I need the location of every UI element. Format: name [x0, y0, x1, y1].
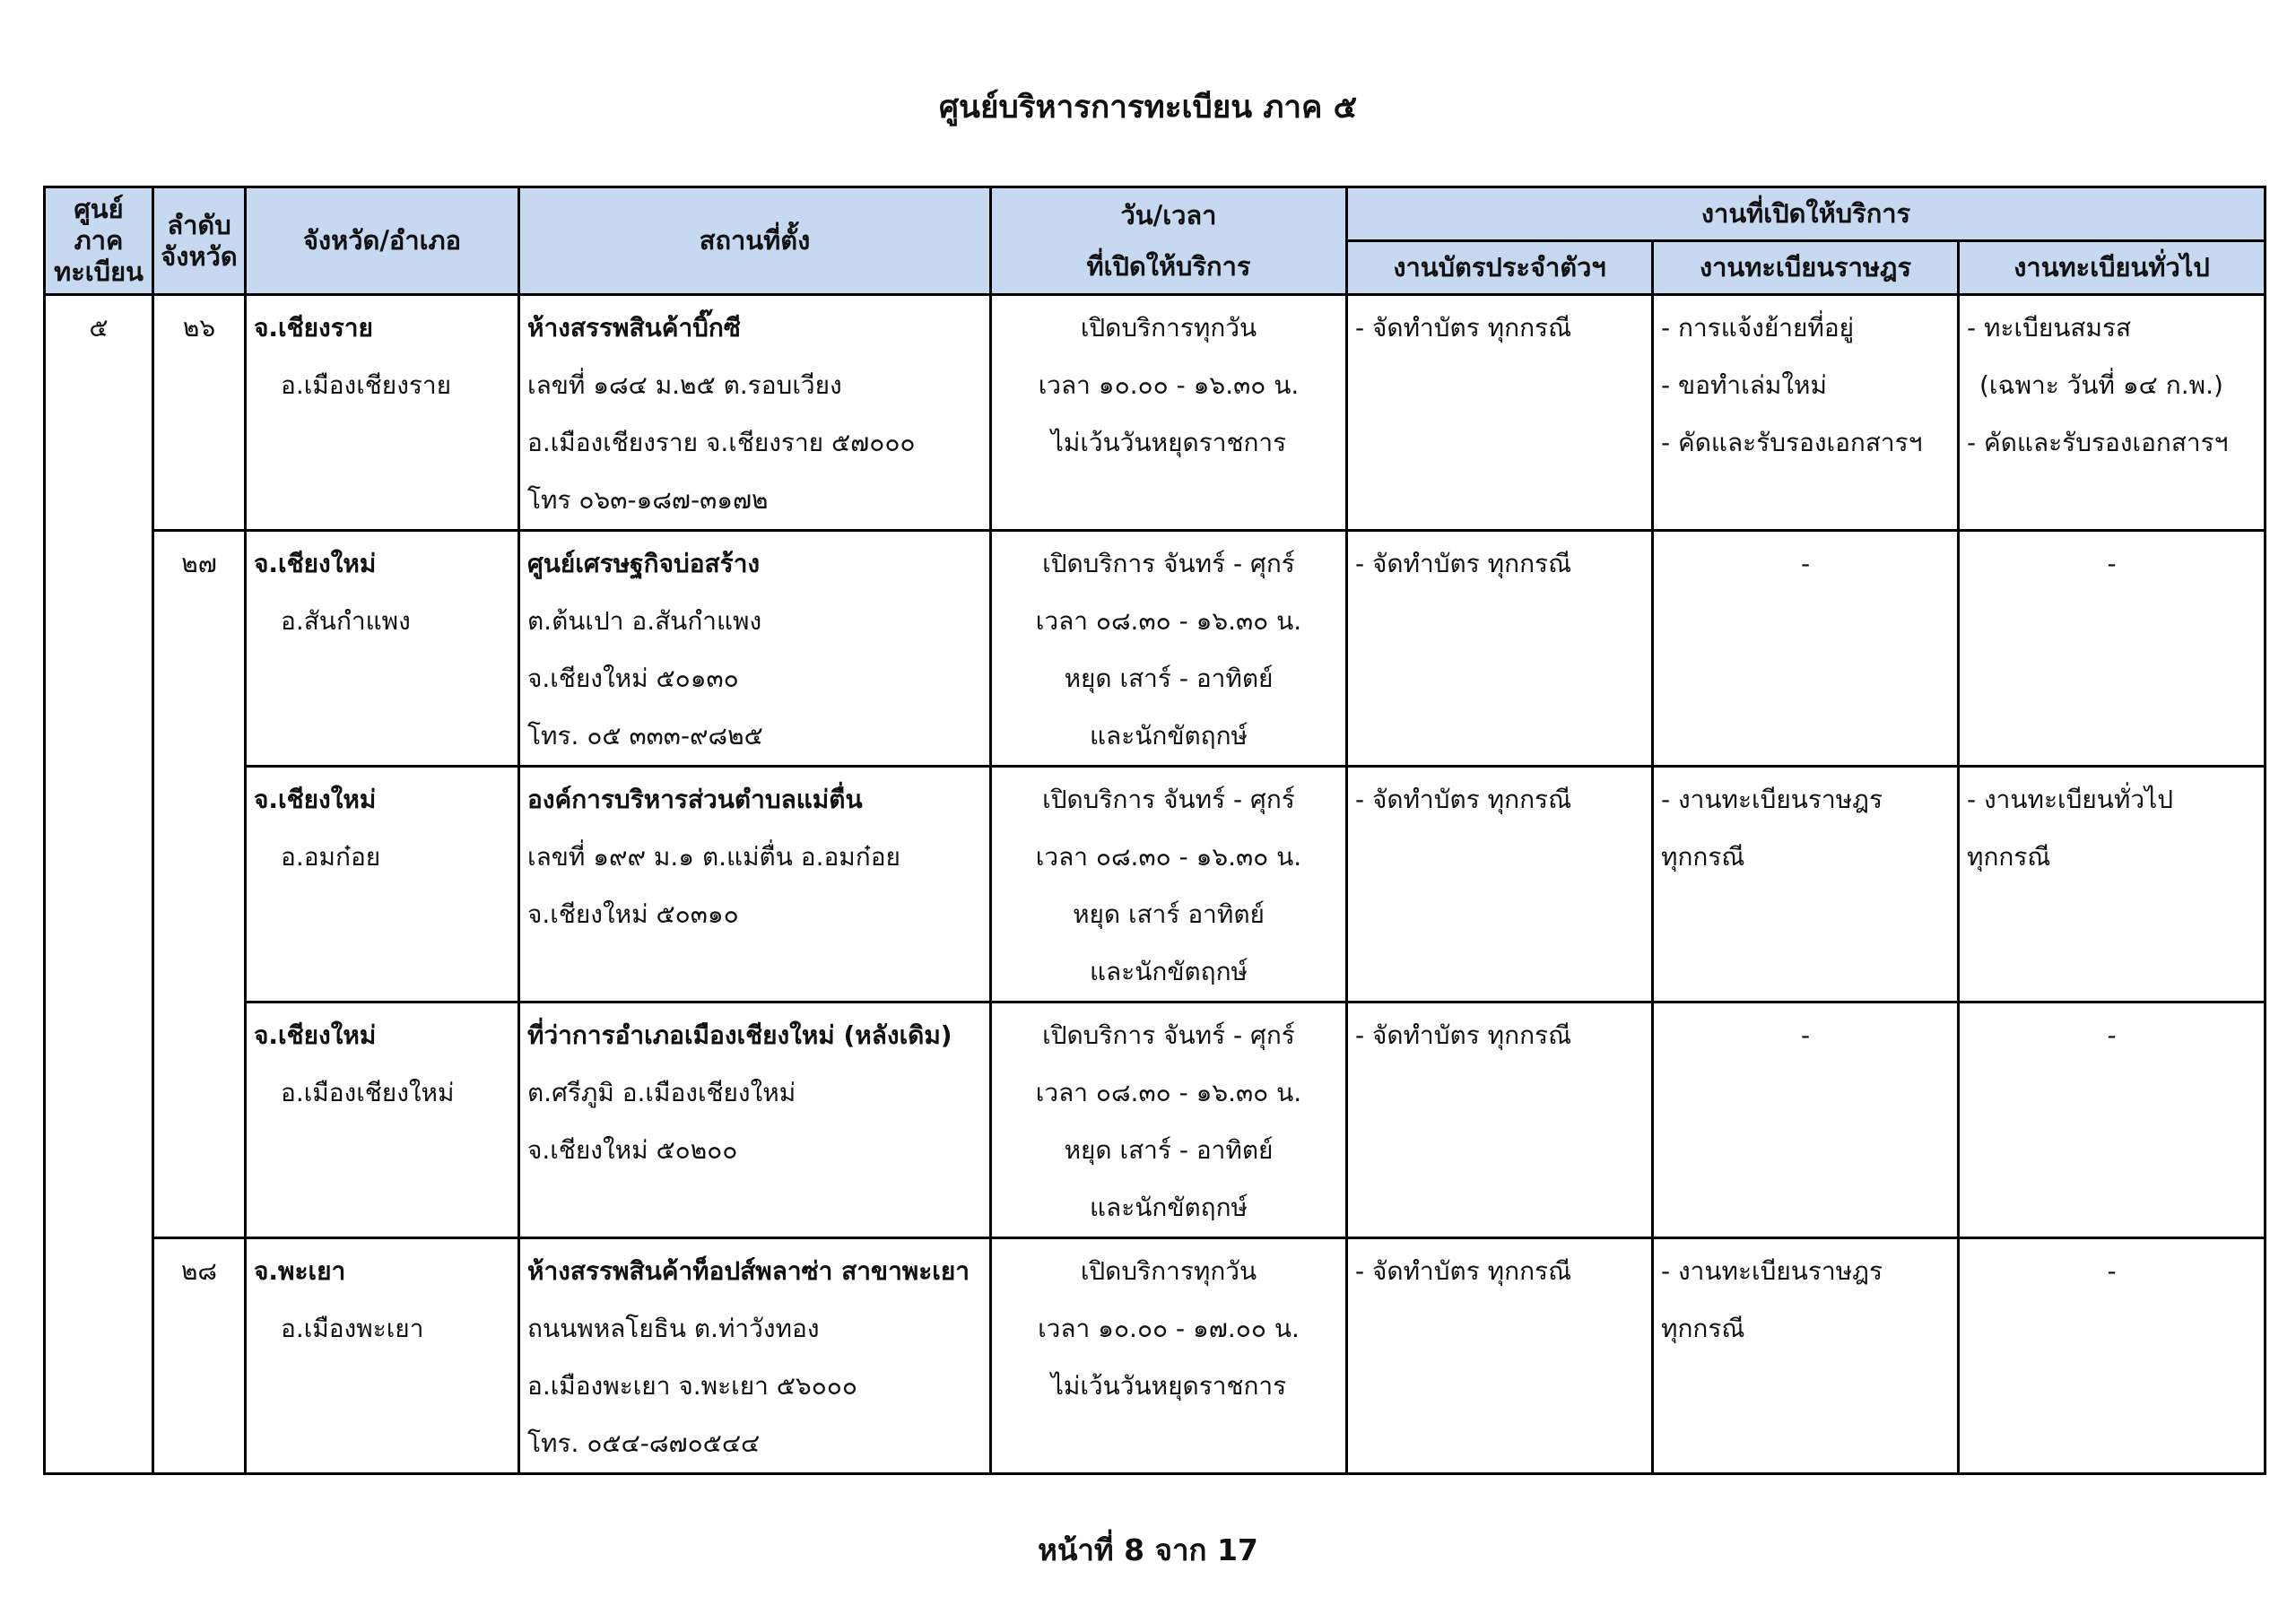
province-cell: จ.เชียงใหม่ อ.สันกำแพง: [246, 531, 519, 767]
seq-cell: ๒๗: [153, 531, 246, 767]
header-id-card: งานบัตรประจำตัวฯ: [1347, 241, 1653, 295]
id-card-cell: - จัดทำบัตร ทุกกรณี: [1347, 1238, 1653, 1474]
time-cell: เปิดบริการ จันทร์ - ศุกร์ เวลา ๐๘.๓๐ - ๑๖.๓๐ น. หยุด เสาร์ - อาทิตย์ และนักขัตฤกษ์: [991, 531, 1347, 767]
civil-cell: - งานทะเบียนราษฎร ทุกกรณี: [1653, 767, 1959, 1002]
province-cell: จ.เชียงใหม่ อ.อมก๋อย: [246, 767, 519, 1002]
time-cell: เปิดบริการทุกวัน เวลา ๑๐.๐๐ - ๑๖.๓๐ น. ไม่เว้นวันหยุดราชการ: [991, 295, 1347, 531]
header-row: [45, 187, 2266, 241]
civil-cell: - งานทะเบียนราษฎร ทุกกรณี: [1653, 1238, 1959, 1474]
header-civil-reg: งานทะเบียนราษฎร: [1653, 241, 1959, 295]
id-card-cell: - จัดทำบัตร ทุกกรณี: [1347, 1002, 1653, 1238]
header-province: จังหวัด/อำเภอ: [246, 187, 519, 295]
seq-cell: ๒๘: [153, 1238, 246, 1474]
header-center: ศูนย์ภาค ทะเบียน: [45, 187, 153, 295]
location-cell: ห้างสรรพสินค้าท็อปส์พลาซ่า สาขาพะเยา ถนนพหลโยธิน ต.ท่าวังทอง อ.เมืองพะเยา จ.พะเยา ๕๖๐๐๐ โทร. ๐๕๔-๘๗๐๕๔๔: [519, 1238, 991, 1474]
time-cell: เปิดบริการทุกวัน เวลา ๑๐.๐๐ - ๑๗.๐๐ น. ไม่เว้นวันหยุดราชการ: [991, 1238, 1347, 1474]
table-row: [45, 531, 2266, 767]
page-number: หน้าที่ 8 จาก 17: [1038, 1532, 1258, 1567]
center-cell: ๕: [45, 295, 153, 1474]
civil-cell: -: [1653, 1002, 1959, 1238]
seq-cell: [153, 767, 246, 1002]
location-cell: ที่ว่าการอำเภอเมืองเชียงใหม่ (หลังเดิม) ต.ศรีภูมิ อ.เมืองเชียงใหม่ จ.เชียงใหม่ ๕๐๒๐๐: [519, 1002, 991, 1238]
general-cell: -: [1959, 1238, 2266, 1474]
civil-cell: - การแจ้งย้ายที่อยู่ - ขอทำเล่มใหม่ - คัดและรับรองเอกสารฯ: [1653, 295, 1959, 531]
general-cell: -: [1959, 531, 2266, 767]
header-location: สถานที่ตั้ง: [519, 187, 991, 295]
province-cell: จ.พะเยา อ.เมืองพะเยา: [246, 1238, 519, 1474]
province-cell: จ.เชียงใหม่ อ.เมืองเชียงใหม่: [246, 1002, 519, 1238]
location-cell: องค์การบริหารส่วนตำบลแม่ตื่น เลขที่ ๑๙๙ ม.๑ ต.แม่ตื่น อ.อมก๋อย จ.เชียงใหม่ ๕๐๓๑๐: [519, 767, 991, 1002]
registration-table: [43, 186, 2266, 1475]
seq-cell: [153, 1002, 246, 1238]
time-cell: เปิดบริการ จันทร์ - ศุกร์ เวลา ๐๘.๓๐ - ๑๖.๓๐ น. หยุด เสาร์ อาทิตย์ และนักขัตฤกษ์: [991, 767, 1347, 1002]
header-seq: ลำดับ จังหวัด: [153, 187, 246, 295]
table-row: [45, 295, 2266, 531]
seq-cell: ๒๖: [153, 295, 246, 531]
province-cell: จ.เชียงราย อ.เมืองเชียงราย: [246, 295, 519, 531]
time-cell: เปิดบริการ จันทร์ - ศุกร์ เวลา ๐๘.๓๐ - ๑๖.๓๐ น. หยุด เสาร์ - อาทิตย์ และนักขัตฤกษ์: [991, 1002, 1347, 1238]
id-card-cell: - จัดทำบัตร ทุกกรณี: [1347, 295, 1653, 531]
general-cell: -: [1959, 1002, 2266, 1238]
header-time: วัน/เวลา ที่เปิดให้บริการ: [991, 187, 1347, 295]
location-cell: ศูนย์เศรษฐกิจบ่อสร้าง ต.ต้นเปา อ.สันกำแพง จ.เชียงใหม่ ๕๐๑๓๐ โทร. ๐๕ ๓๓๓-๙๘๒๕: [519, 531, 991, 767]
page-title: ศูนย์บริหารการทะเบียน ภาค ๕: [938, 90, 1358, 126]
id-card-cell: - จัดทำบัตร ทุกกรณี: [1347, 531, 1653, 767]
civil-cell: -: [1653, 531, 1959, 767]
table-row: [45, 1002, 2266, 1238]
id-card-cell: - จัดทำบัตร ทุกกรณี: [1347, 767, 1653, 1002]
table-row: [45, 767, 2266, 1002]
location-cell: ห้างสรรพสินค้าบิ๊กซี เลขที่ ๑๘๔ ม.๒๕ ต.รอบเวียง อ.เมืองเชียงราย จ.เชียงราย ๕๗๐๐๐ โทร ๐๖๓-๑๘๗-๓๑๗๒: [519, 295, 991, 531]
general-cell: - ทะเบียนสมรส (เฉพาะ วันที่ ๑๔ ก.พ.) - คัดและรับรองเอกสารฯ: [1959, 295, 2266, 531]
table-row: [45, 1238, 2266, 1474]
general-cell: - งานทะเบียนทั่วไป ทุกกรณี: [1959, 767, 2266, 1002]
header-general-reg: งานทะเบียนทั่วไป: [1959, 241, 2266, 295]
header-services: งานที่เปิดให้บริการ: [1347, 187, 2266, 241]
